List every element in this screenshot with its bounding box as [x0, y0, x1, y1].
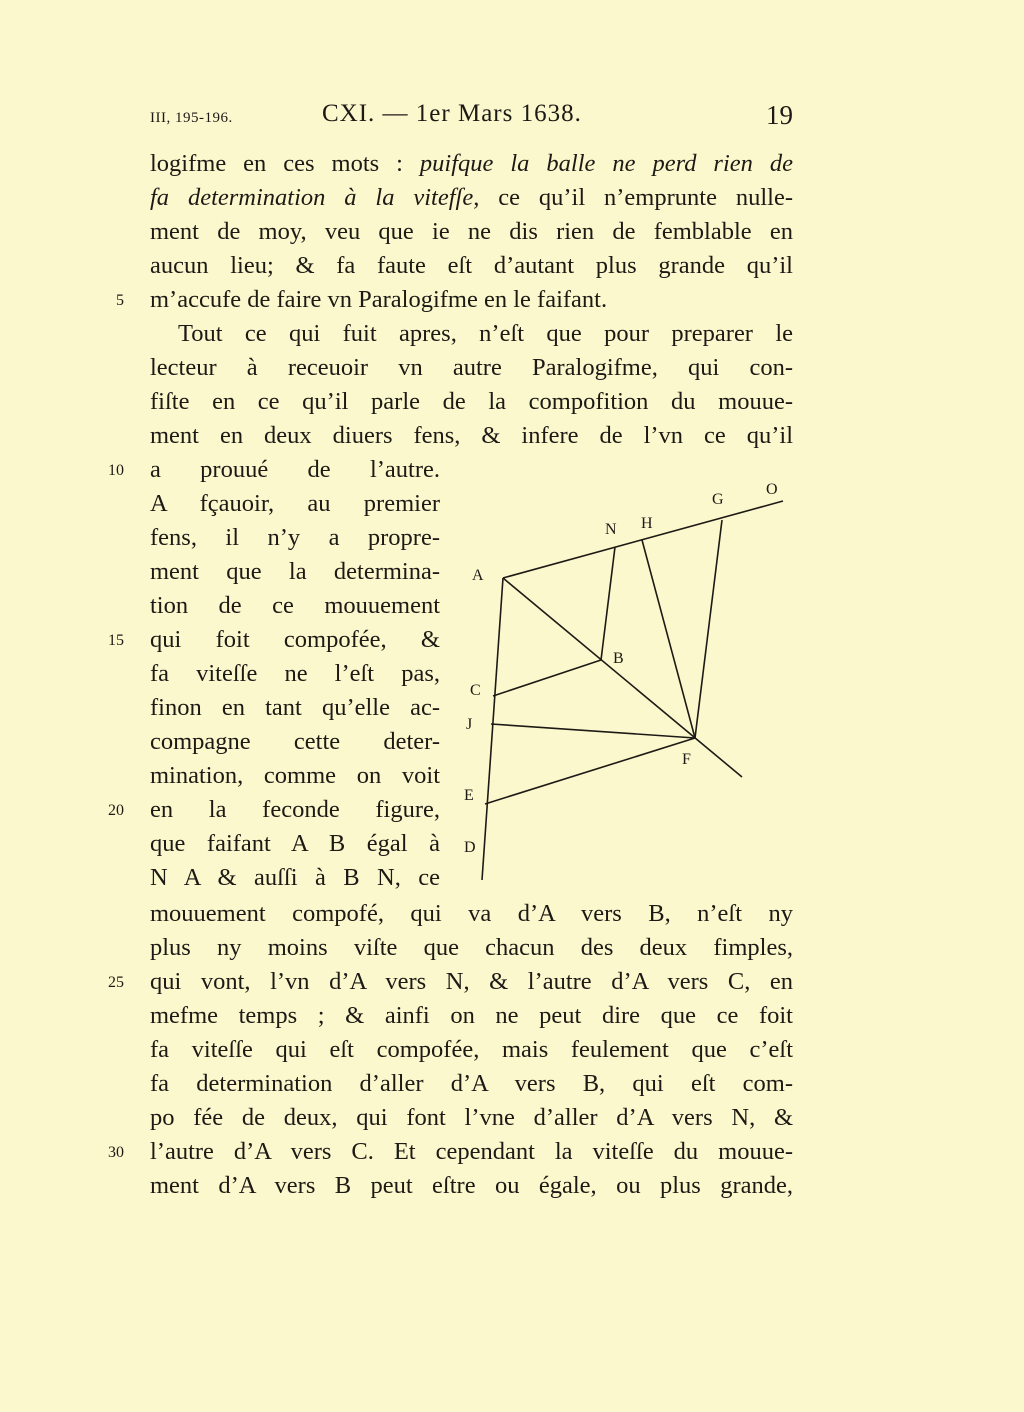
line-j-f	[491, 724, 695, 738]
line-a-o	[503, 501, 783, 578]
line-number: 20	[108, 802, 124, 819]
label-e: E	[464, 787, 474, 804]
text-line: en la feconde figure,	[150, 796, 440, 823]
line-number: 15	[108, 632, 124, 649]
line-c-b	[493, 660, 601, 696]
line-a-d	[482, 578, 503, 880]
text-line: ment que la determina-	[150, 558, 440, 585]
text-line: fa determination d’aller d’A vers B, qui eſt com-	[150, 1070, 793, 1097]
line-number: 30	[108, 1144, 124, 1161]
text-line: fa viteſſe qui eſt compofée, mais feulement que c’eſt	[150, 1036, 793, 1063]
line-g-f	[695, 520, 722, 738]
label-a: A	[472, 567, 484, 584]
line-number: 25	[108, 974, 124, 991]
header-title: CXI. — 1er Mars 1638.	[322, 100, 582, 127]
text-line: mefme temps ; & ainfi on ne peut dire que ce foit	[150, 1002, 793, 1029]
line-a-f-extended	[503, 578, 742, 777]
text-line: Tout ce qui fuit apres, n’eſt que pour preparer le	[178, 320, 793, 347]
text-line: fa determination à la vitefſe, ce qu’il n’emprunte nulle-	[150, 184, 793, 211]
label-g: G	[712, 491, 724, 508]
text-line: mouuement compofé, qui va d’A vers B, n’eſt ny	[150, 900, 793, 927]
line-h-f	[642, 540, 695, 738]
text-line: plus ny moins viſte que chacun des deux fimples,	[150, 934, 793, 961]
text-line: fa viteſſe ne l’eſt pas,	[150, 660, 440, 687]
text-line: que faifant A B égal à	[150, 830, 440, 857]
text-line: compagne cette deter-	[150, 728, 440, 755]
text-line: ment en deux diuers fens, & infere de l’vn ce qu’il	[150, 422, 793, 449]
label-h: H	[641, 515, 653, 532]
text-line: qui foit compofée, &	[150, 626, 440, 653]
figure-lines	[482, 501, 783, 880]
line-n-b	[601, 547, 615, 660]
label-o: O	[766, 481, 778, 498]
text-line: tion de ce mouuement	[150, 592, 440, 619]
line-e-f	[485, 738, 695, 804]
text-line: A fçauoir, au premier	[150, 490, 440, 517]
text-line: aucun lieu; & fa faute eſt d’autant plus grande qu’il	[150, 252, 793, 279]
label-f: F	[682, 751, 691, 768]
text-line: N A & auſſi à B N, ce	[150, 864, 440, 891]
text-line: fens, il n’y a propre-	[150, 524, 440, 551]
text-line: m’accufe de faire vn Paralogifme en le faifant.	[150, 286, 608, 313]
text-line: fiſte en ce qu’il parle de la compofition du mouue-	[150, 388, 793, 415]
label-j: J	[466, 716, 473, 733]
text-line: lecteur à receuoir vn autre Paralogifme, qui con-	[150, 354, 793, 381]
label-c: C	[470, 682, 481, 699]
header-reference: III, 195-196.	[150, 110, 233, 126]
line-number: 10	[108, 462, 124, 479]
text-line: ment de moy, veu que ie ne dis rien de femblable en	[150, 218, 793, 245]
geometry-figure	[455, 470, 795, 890]
text-line: po fée de deux, qui font l’vne d’aller d’A vers N, &	[150, 1104, 793, 1131]
label-b: B	[613, 650, 624, 667]
text-line: qui vont, l’vn d’A vers N, & l’autre d’A vers C, en	[150, 968, 793, 995]
text-line: finon en tant qu’elle ac-	[150, 694, 440, 721]
text-line: ment d’A vers B peut eſtre ou égale, ou plus grande,	[150, 1172, 793, 1199]
label-n: N	[605, 521, 617, 538]
text-line: a prouué de l’autre.	[150, 456, 440, 483]
text-line: logifme en ces mots : puifque la balle ne perd rien de	[150, 150, 793, 177]
page-number: 19	[766, 100, 793, 130]
text-line: mination, comme on voit	[150, 762, 440, 789]
text-line: l’autre d’A vers C. Et cependant la viteſſe du mouue-	[150, 1138, 793, 1165]
label-d: D	[464, 839, 476, 856]
line-number: 5	[116, 292, 124, 309]
